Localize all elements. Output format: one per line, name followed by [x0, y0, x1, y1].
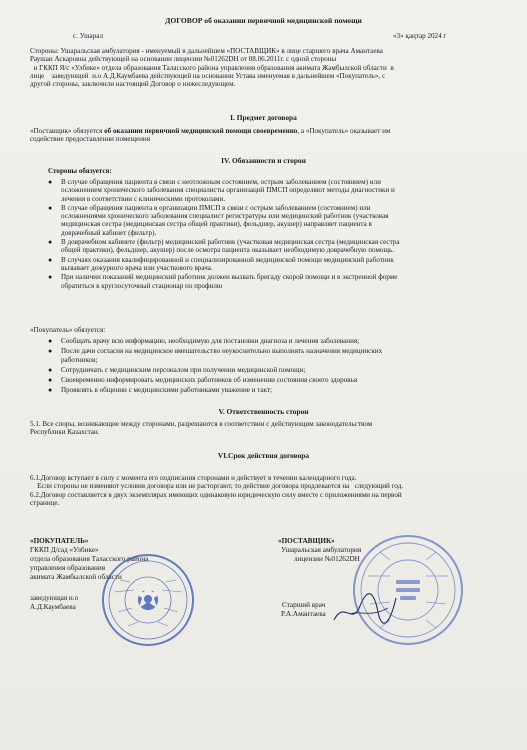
section-1-text: содействие предоставлении помещения [30, 135, 150, 144]
supplier-name: Р.А.Амантаева [281, 610, 326, 618]
section-1-body [30, 127, 510, 144]
section-4-subheading: Стороны обязуется: [48, 167, 112, 175]
section-6-text: странице. [30, 498, 60, 507]
preamble [30, 47, 510, 88]
section-6-body [30, 474, 520, 507]
section-1-heading: I. Предмет договора [230, 113, 297, 122]
preamble-line: лице заведующей и.о А.Д.Каумбаева действующей на основании Устава именуемая в дальнейшем «Покупатель», с [30, 71, 386, 80]
bullet-icon: ● [48, 255, 53, 264]
section-1-text: «Поставщик» обязуется [30, 127, 105, 135]
buyer-round-stamp [100, 552, 196, 648]
list-item: ● После дачи согласия на медицинское вмешательство неукоснительно выполнять назначения медицинских работников; [48, 347, 383, 364]
supplier-round-stamp [350, 532, 466, 648]
supplier-position: Старший врач [282, 601, 326, 609]
buyer-obligations-intro: «Покупатель» обязуется: [30, 326, 106, 334]
bullet-icon: ● [48, 238, 53, 247]
section-1-text: , а «Покупатель» оказывает им [297, 127, 391, 135]
supplier-line: лицензии №01262DH [294, 555, 360, 563]
list-item: ● В случае обращения пациента в связи с неотложным состоянием, острым заболеванием (состоянием) или осложнением хронического заболевания специалисты организаций ПМСП определяют методы диагностики и лечения в соответствии с клиническими протоколами. [48, 178, 395, 203]
list-item: ● Своевременно информировать медицинских работников об изменении состояния своего здоровья [48, 376, 358, 385]
buyer-line: ГККП Д/сад «Улбике» [30, 546, 99, 554]
buyer-position: заведующая и.о [30, 594, 79, 602]
contract-date: «3» қаңтар 2024 г [393, 32, 447, 40]
supplier-title: «ПОСТАВЩИК» [278, 537, 335, 545]
preamble-line: Стороны: Ушаральская амбулатория - именуемый в дальнейшем «ПОСТАВЩИК» в лице старшего врача Амантаева [30, 47, 383, 55]
bullet-icon: ● [48, 386, 53, 395]
buyer-name: А.Д.Каумбаева [30, 603, 76, 611]
list-item: ● В доврачебном кабинете (фильтр) медицинский работник (участковая медицинская сестра (медицинская сестра общей практики), фельдшер, акушер) после осмотра пациента оказывает необходимую доврачебную помощь. [48, 238, 400, 255]
contract-title: ДОГОВОР об оказании первичной медицинской помощи [165, 16, 362, 25]
bullet-icon: ● [48, 273, 53, 282]
buyer-line: отдела образования Таласского района [30, 555, 149, 563]
buyer-obligations-list [0, 337, 515, 395]
section-5-body [30, 420, 510, 437]
list-item: ● Сообщать врачу всю информацию, необходимую для постановки диагноза и лечения заболевания; [48, 337, 360, 345]
section-4-heading: IV. Обязанности и сторон [221, 156, 306, 165]
section-5-text: 5.1. Все споры, возникающие между сторонами, разрешаются в соответствии с действующим законодательством [30, 420, 373, 428]
bullet-icon: ● [48, 376, 53, 385]
bullet-icon: ● [48, 178, 53, 186]
preamble-line: другой стороны, заключили настоящий Договор о нижеследующем. [30, 80, 236, 89]
section-1-bold-text: об оказании первичной медицинской помощи своевременно [104, 127, 298, 135]
bullet-icon: ● [48, 337, 53, 345]
section-6-heading: VI.Срок действия договора [217, 451, 310, 460]
supplier-line: Ушаральская амбулатория [281, 546, 362, 554]
buyer-title: «ПОКУПАТЕЛЬ» [30, 537, 89, 545]
list-item: ● При наличии показаний медицинский работник должен вызвать бригаду скорой помощи и в экстренной форме обратиться в круглосуточный стационар по профилю [48, 273, 398, 290]
section-5-text: Республики Казахстан. [30, 428, 100, 437]
list-item: ● Сотрудничать с медицинским персоналом при получении медицинской помощи; [48, 365, 306, 374]
contract-place: с. Ушарал [73, 32, 104, 40]
obligations-list [0, 178, 515, 290]
section-6-text: 6.1.Договор вступает в силу с момента его подписания сторонами и действует в течении календарного года. [30, 474, 357, 482]
bullet-icon: ● [48, 203, 53, 212]
bullet-icon: ● [48, 365, 53, 374]
list-item: ● В случае обращения пациента в организации ПМСП в связи с острым заболеванием (состоянием) или осложнениями хронического заболевания специалист регистратуры или медицинский работник (участковая медицинская сестра (медицинская сестра общей практики), фельдшер, акушер) направляет пациента в доврачебный кабинет (фильтр). [48, 203, 389, 237]
buyer-line: акимата Жамбылской области [30, 573, 122, 581]
preamble-line: Раушан Аскаровна действующей на основании лицензии №01262DH от 08.06.2011г. с одной стороны [30, 55, 337, 64]
section-5-heading: V. Ответственность сторон [218, 407, 309, 416]
list-item: ● В случаях оказания квалифицированной и специализированной медицинской помощи медицинский работник вызывает дежурного врача или участкового врача. [48, 255, 394, 272]
section-6-text: Если стороны не изменяют условия договора или не расторгают, то действие договора продлевается на следующий год. [30, 482, 404, 491]
buyer-line: управления образования [30, 564, 106, 572]
list-item: ● Проявлять в общении с медицинскими работниками уважение и такт; [48, 386, 273, 395]
preamble-line: и ГККП Я/с «Улбике» отдела образования Таласского района управления образования акимата Жамбылской области в [30, 63, 394, 72]
bullet-icon: ● [48, 347, 53, 356]
section-6-text: 6.2.Договор составляется в двух экземплярах имеющих одинаковую юридическую силу вместе с приложениями на первой [30, 490, 402, 499]
